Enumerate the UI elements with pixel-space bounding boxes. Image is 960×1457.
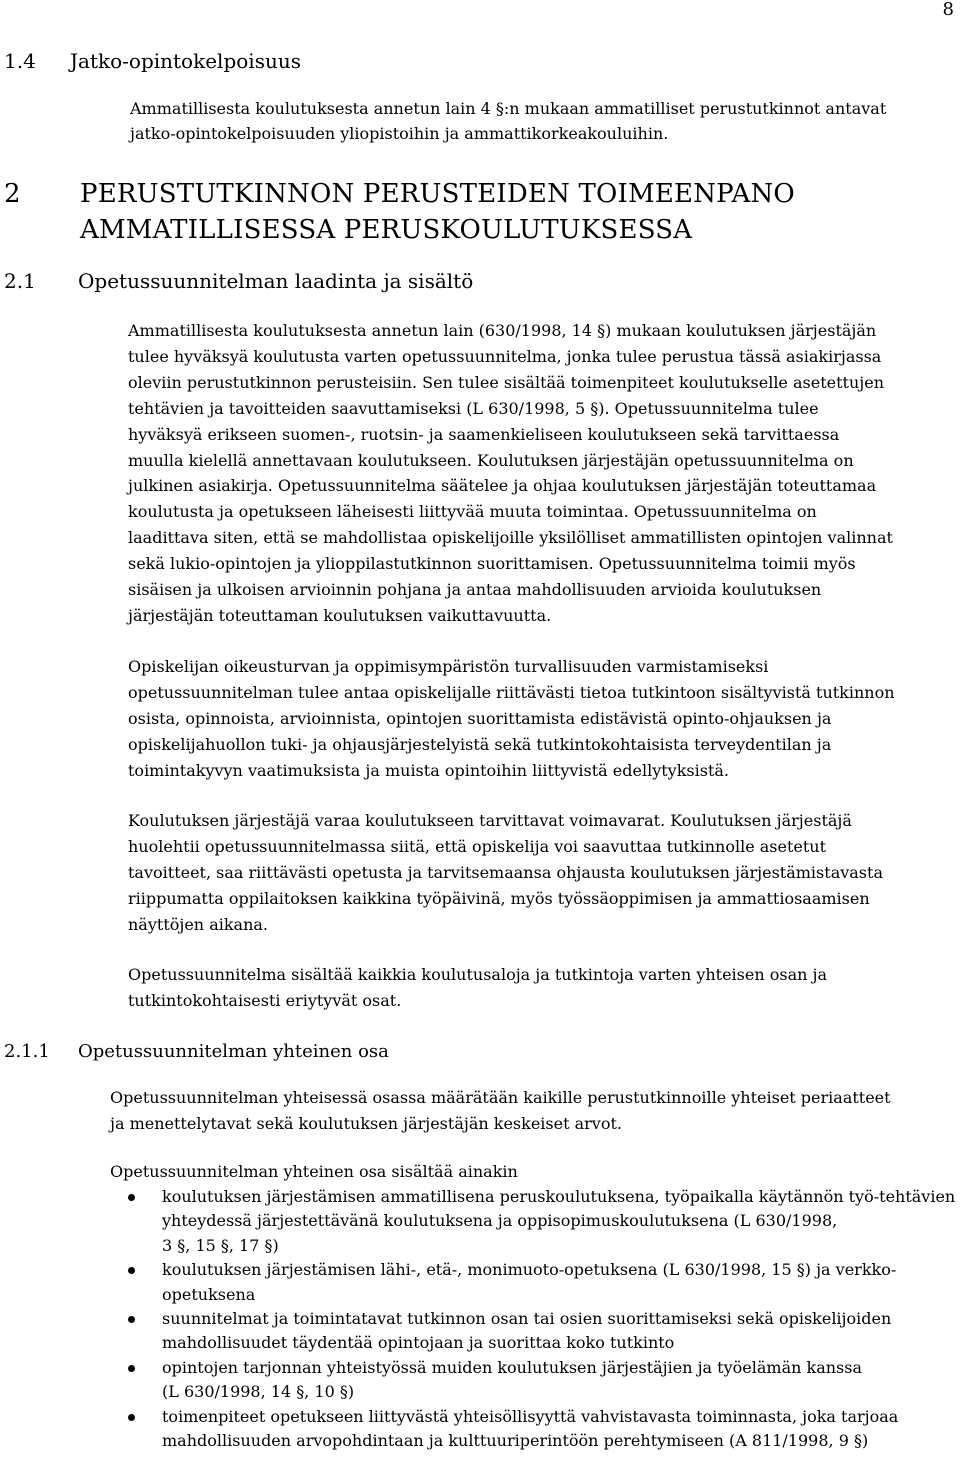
text-line: tehtävien ja tavoitteiden saavuttamiseksi (L 630/1998, 5 §). Opetussuunnitelma tulee (128, 398, 819, 418)
list-item (128, 1405, 955, 1454)
text-line: laadittava siten, että se mahdollistaa opiskelijoille yksilölliset ammatillisten opintojen valinnat (128, 528, 893, 548)
text-line: Ammatillisesta koulutuksesta annetun lain (630/1998, 14 §) mukaan koulutuksen järjestäjän (128, 321, 877, 340)
text-line: yhteydessä järjestettävänä koulutuksena ja oppisopimuskoulutuksena (L 630/1998, (162, 1211, 838, 1231)
list-intro (110, 1159, 518, 1185)
text-line: tulee hyväksyä koulutusta varten opetussuunnitelma, jonka tulee perustua tässä asiakirjassa (128, 346, 882, 366)
list-item (128, 1356, 955, 1405)
heading-title-line-1: PERUSTUTKINNON PERUSTEIDEN TOIMEENPANO (80, 179, 795, 209)
paragraph-2-1-b (128, 654, 895, 784)
text-line: koulutuksen järjestämisen lähi-, etä-, monimuoto-opetuksena (L 630/1998, 15 §) ja verkko- (162, 1260, 897, 1280)
text-line: Opetussuunnitelman yhteinen osa sisältää ainakin (110, 1162, 518, 1181)
text-line: opetussuunnitelman tulee antaa opiskelijalle riittävästi tietoa tutkintoon sisältyvistä tutkinnon (128, 682, 895, 702)
paragraph-2-1-a (128, 318, 893, 629)
text-line: ja menettelytavat sekä koulutuksen järjestäjän keskeiset arvot. (110, 1113, 622, 1133)
heading-number: 1.4 (4, 49, 36, 73)
text-line: riippumatta oppilaitoksen kaikkina työpäivinä, myös työssäoppimisen ja ammattiosaamisen (128, 888, 870, 908)
text-line: Opetussuunnitelma sisältää kaikkia koulutusaloja ja tutkintoja varten yhteisen osan ja (128, 965, 828, 984)
text-line: osista, opinnoista, arvioinnista, opintojen suorittamista edistävistä opinto-ohjauksen ja (128, 708, 832, 728)
text-line: järjestäjän toteuttaman koulutuksen vaikuttavuutta. (128, 605, 552, 625)
text-line: toimintakyvyn vaatimuksista ja muista opintoihin liittyvistä edellytyksistä. (128, 760, 729, 780)
text-line: 3 §, 15 §, 17 §) (162, 1235, 279, 1255)
heading-2 (4, 176, 795, 248)
list-item (128, 1307, 955, 1356)
paragraph-2-1-1-a (110, 1085, 891, 1137)
text-line: jatko-opintokelpoisuuden yliopistoihin ja ammattikorkeakouluihin. (130, 124, 669, 143)
text-line: muulla kielellä annettavaan koulutukseen. Koulutuksen järjestäjän opetussuunnitelma on (128, 450, 854, 470)
text-line: sekä lukio-opintojen ja ylioppilastutkinnon suorittamisen. Opetussuunnitelma toimii myös (128, 554, 856, 574)
text-line: opiskelijahuollon tuki- ja ohjausjärjestelyistä sekä tutkintokohtaisista terveydentilan ja (128, 734, 832, 754)
text-line: tavoitteet, saa riittävästi opetusta ja tarvitsemaansa ohjausta koulutuksen järjestämistavasta (128, 862, 883, 882)
paragraph-2-1-d (128, 962, 827, 1014)
heading-title: Opetussuunnitelman yhteinen osa (78, 1041, 389, 1062)
bullet-list (128, 1185, 955, 1453)
text-line: suunnitelmat ja toimintatavat tutkinnon osan tai osien suorittamiseksi sekä opiskelijoiden (162, 1309, 892, 1329)
heading-2-1-1 (4, 1040, 389, 1064)
text-line: julkinen asiakirja. Opetussuunnitelma säätelee ja ohjaa koulutuksen järjestäjän toteuttamaa (128, 476, 877, 496)
text-line: Koulutuksen järjestäjä varaa koulutukseen tarvittavat voimavarat. Koulutuksen järjestäjä (128, 811, 852, 830)
text-line: koulutuksen järjestämisen ammatillisena peruskoulutuksena, työpaikalla käytännön työ-tehtävien (162, 1187, 956, 1206)
heading-number: 2.1.1 (4, 1041, 50, 1062)
text-line: Opetussuunnitelman yhteisessä osassa määrätään kaikille perustutkinnoille yhteiset periaatteet (110, 1088, 891, 1107)
heading-number: 2.1 (4, 269, 36, 293)
list-item (128, 1185, 955, 1258)
text-line: mahdollisuuden arvopohdintaan ja kulttuuriperintöön perehtymiseen (A 811/1998, 9 §) (162, 1431, 869, 1451)
text-line: näyttöjen aikana. (128, 914, 269, 934)
text-line: tutkintokohtaisesti eriytyvät osat. (128, 990, 402, 1010)
paragraph-2-1-c (128, 808, 883, 938)
heading-1-4 (4, 48, 301, 74)
text-line: Ammatillisesta koulutuksesta annetun lain 4 §:n mukaan ammatilliset perustutkinnot antavat (130, 99, 887, 118)
text-line: oleviin perustutkinnon perusteisiin. Sen tulee sisältää toimenpiteet koulutukselle asetettujen (128, 372, 884, 392)
text-line: huolehtii opetussuunnitelmassa siitä, että opiskelija voi saavuttaa tutkinnolle asetetut (128, 836, 827, 856)
heading-title: Jatko-opintokelpoisuus (70, 49, 301, 73)
heading-2-1 (4, 268, 473, 294)
text-line: toimenpiteet opetukseen liittyvästä yhteisöllisyyttä vahvistavasta toiminnasta, joka tarjoaa (162, 1406, 899, 1426)
text-line: hyväksyä erikseen suomen-, ruotsin- ja saamenkieliseen koulutukseen sekä tarvittaessa (128, 424, 840, 444)
heading-title-line-2: AMMATILLISESSA PERUSKOULUTUKSESSA (80, 215, 693, 245)
list-item (128, 1258, 955, 1307)
text-line: (L 630/1998, 14 §, 10 §) (162, 1382, 355, 1402)
heading-title: Opetussuunnitelman laadinta ja sisältö (78, 269, 474, 293)
text-line: opintojen tarjonnan yhteistyössä muiden koulutuksen järjestäjien ja työelämän kanssa (162, 1357, 863, 1377)
paragraph-1-4 (130, 96, 886, 146)
page-number: 8 (942, 0, 954, 20)
text-line: koulutusta ja opetukseen läheisesti liittyvää muuta toimintaa. Opetussuunnitelma on (128, 502, 817, 522)
heading-number: 2 (4, 179, 21, 209)
text-line: mahdollisuudet täydentää opintojaan ja suorittaa koko tutkinto (162, 1333, 675, 1353)
text-line: Opiskelijan oikeusturvan ja oppimisympäristön turvallisuuden varmistamiseksi (128, 657, 769, 676)
text-line: opetuksena (162, 1284, 256, 1304)
text-line: sisäisen ja ulkoisen arvioinnin pohjana ja antaa mahdollisuuden arvioida koulutuksen (128, 580, 822, 600)
